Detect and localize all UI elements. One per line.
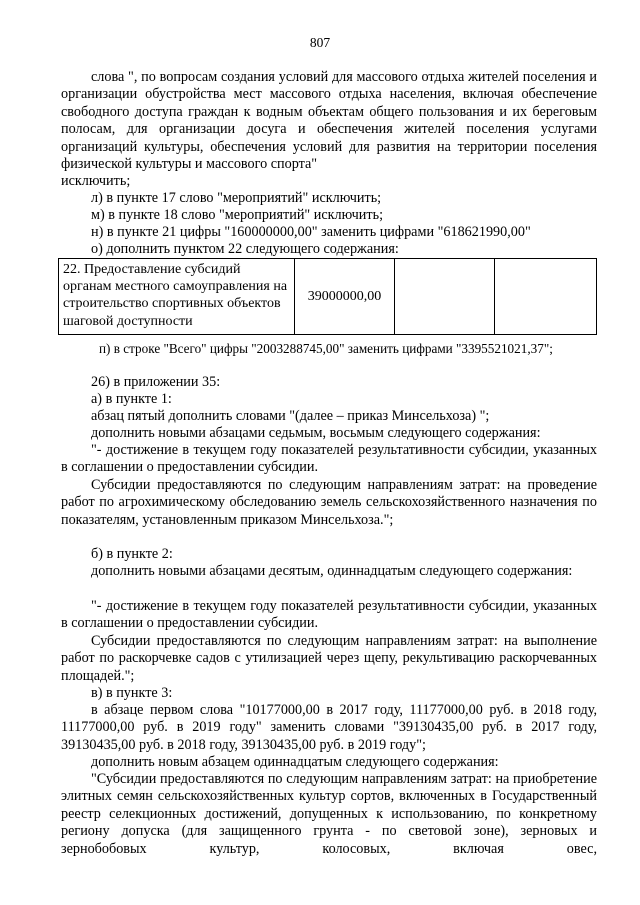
line-item-a: а) в пункте 1: bbox=[91, 391, 172, 407]
table-cell-empty bbox=[495, 259, 597, 335]
table-cell-empty bbox=[395, 259, 495, 335]
line-item-b: б) в пункте 2: bbox=[91, 546, 173, 562]
line-add-eleventh: дополнить новым абзацем одиннадцатым следующего содержания: bbox=[91, 754, 499, 770]
line-delete: исключить; bbox=[61, 173, 131, 189]
amendment-table bbox=[58, 258, 597, 335]
paragraph-achievement-2: "- достижение в текущем году показателей результативности субсидии, указанных в соглашении о предоставлении субсидии. bbox=[61, 598, 597, 632]
intro-paragraph: слова ", по вопросам создания условий для массового отдыха жителей поселения и организации обустройства мест массового отдыха населения, включая обеспечение свободного доступа граждан к водным объектам общего пользования и их береговым полосам, для организации досуга и обеспечения жителей поселения услугами организаций культуры, обеспечения условий для развития на территории поселения физической культуры и массового спорта" bbox=[61, 69, 597, 173]
table-row bbox=[59, 259, 597, 335]
paragraph-achievement-1: "- достижение в текущем году показателей результативности субсидии, указанных в соглашении о предоставлении субсидии. bbox=[61, 442, 597, 476]
paragraph-last: "Субсидии предоставляются по следующим направлениям затрат: на приобретение элитных семян сельскохозяйственных культур сортов, включенных в Государственный реестр селекционных достижений, допущенных к использованию, по конкретному региону допуска (для защищенного грунта - по световой зоне), зерновых и зернобобовых культур, колосовых, включая овес, bbox=[61, 771, 597, 857]
line-add-abzac: дополнить новыми абзацами седьмым, восьмым следующего содержания: bbox=[91, 425, 541, 441]
paragraph-v: в абзаце первом слова "10177000,00 в 2017 году, 11177000,00 руб. в 2018 году, 11177000,00 руб. в 2019 году" заменить словами "39130435,00 руб. в 2017 году, 39130435,00 руб. в 2018 году, 39130435,00 руб. в 2019 году"; bbox=[61, 702, 597, 753]
paragraph-subsidies-2: Субсидии предоставляются по следующим направлениям затрат: на выполнение работ по раскорчевке садов с утилизацией через щепу, рекультивацию раскорчеванных площадей."; bbox=[61, 633, 597, 684]
line-item-m: м) в пункте 18 слово "мероприятий" исключить; bbox=[91, 207, 384, 223]
line-item-n: н) в пункте 21 цифры "160000000,00" заменить цифрами "618621990,00" bbox=[91, 224, 531, 240]
paragraph-add-b: дополнить новыми абзацами десятым, одиннадцатым следующего содержания: bbox=[91, 563, 573, 579]
table-cell-name: 22. Предоставление субсидий органам местного самоуправления на строительство спортивных объектов шаговой доступности bbox=[59, 259, 295, 335]
paragraph-subsidies-1: Субсидии предоставляются по следующим направлениям затрат: на проведение работ по агрохимическому обследованию земель сельскохозяйственного назначения по показателям, установленным приказом Минсельхоза."; bbox=[61, 477, 597, 528]
line-item-v: в) в пункте 3: bbox=[91, 685, 173, 701]
table-cell-amount: 39000000,00 bbox=[295, 259, 395, 335]
line-item-p: п) в строке "Всего" цифры "2003288745,00" заменить цифрами "3395521021,37"; bbox=[99, 341, 553, 356]
line-item-o: о) дополнить пунктом 22 следующего содержания: bbox=[91, 241, 399, 257]
page-number: 807 bbox=[309, 35, 331, 50]
line-abzac-5: абзац пятый дополнить словами "(далее – приказ Минсельхоза) "; bbox=[91, 408, 490, 424]
line-item-l: л) в пункте 17 слово "мероприятий" исключить; bbox=[91, 190, 382, 206]
section-26-title: 26) в приложении 35: bbox=[91, 374, 221, 390]
